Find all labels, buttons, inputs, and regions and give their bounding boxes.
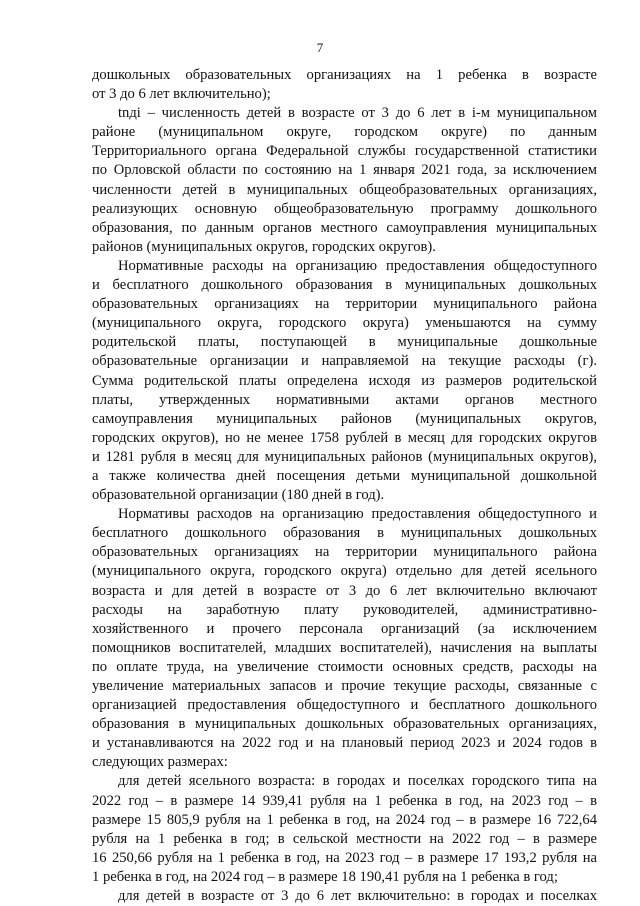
text-line: образовательных организациях на территории муниципального района [92, 544, 597, 561]
text-line: (муниципального округа, городского округа) уменьшаются на сумму [92, 315, 597, 332]
text-line: от 3 до 6 лет включительно); [92, 86, 271, 103]
text-line: и бесплатного дошкольного образования в муниципальных дошкольных [92, 277, 597, 294]
text-line: расходы на заработную плату руководителей, административно- [92, 601, 597, 618]
paragraph-expense-norms [92, 505, 597, 772]
text-line: для детей ясельного возраста: в городах и поселках городского типа на [118, 773, 597, 790]
text-line: образовательной организации (180 дней в год). [92, 487, 385, 504]
text-line: помощников воспитателей, младших воспитателей), начисления на выплаты [92, 639, 597, 656]
text-line: (муниципального округа, городского округа) отдельно для детей ясельного [92, 563, 597, 580]
text-line: Территориального органа Федеральной службы государственной статистики [92, 143, 597, 160]
paragraph-age-3-6-rates [92, 887, 597, 906]
text-line: дошкольных образовательных организациях на 1 ребенка в возрасте [92, 67, 597, 83]
text-line: районов (муниципальных округов, городских округов). [92, 238, 436, 255]
text-line: Сумма родительской платы определена исходя из размеров родительской [92, 372, 597, 389]
text-line: по оплате труда, на увеличение стоимости основных средств, расходы на [92, 658, 597, 675]
text-line: бесплатного дошкольного образования в муниципальных дошкольных [92, 525, 597, 542]
text-line: размере 15 805,9 рубля на 1 ребенка в год, на 2024 год – в размере 16 722,64 [92, 811, 597, 828]
text-line: и 1281 рубля в месяц для муниципальных районов (муниципальных округов), [92, 448, 597, 465]
text-line: 1 ребенка в год, на 2024 год – в размере 18 190,41 рубля на 1 ребенка в год; [92, 868, 558, 885]
text-line: реализующих основную общеобразовательную программу дошкольного [92, 200, 597, 217]
document-body [92, 66, 597, 906]
text-line: самоуправления муниципальных районов (муниципальных округов, [92, 410, 597, 427]
paragraph-nursery-age-rates [92, 772, 597, 887]
text-line: для детей в возрасте от 3 до 6 лет включительно: в городах и поселках [118, 888, 597, 905]
text-line: tnдi – численность детей в возрасте от 3 до 6 лет в i-м муниципальном [118, 105, 597, 122]
text-line: увеличение материальных запасов и прочие текущие расходы, связанные с [92, 678, 597, 694]
page-number: 7 [316, 40, 324, 55]
paragraph-parental-fee [92, 257, 597, 505]
text-line: образования, по данным органов местного самоуправления муниципальных [92, 219, 597, 236]
text-line: а также количества дней посещения детьми муниципальной дошкольной [92, 467, 597, 484]
text-line: и устанавливаются на 2022 год и на плановый период 2023 и 2024 годов в [92, 735, 597, 752]
text-line: рубля на 1 ребенка в год; в сельской местности на 2022 год – в размере [92, 830, 597, 847]
paragraph-preschool-continuation [92, 66, 597, 104]
text-line: возраста и для детей в возрасте от 3 до 6 лет включительно включают [92, 582, 597, 599]
text-line: Нормативы расходов на организацию предоставления общедоступного и [118, 506, 597, 523]
text-line: 2022 год – в размере 14 939,41 рубля на 1 ребенка в год, на 2023 год – в [92, 792, 597, 809]
text-line: образования в муниципальных дошкольных образовательных организациях, [92, 716, 597, 733]
text-line: районе (муниципальном округе, городском округе) по данным [92, 124, 597, 141]
paragraph-children-count-definition [92, 104, 597, 257]
text-line: образовательных организациях на территории муниципального района [92, 296, 597, 313]
text-line: платы, утвержденных нормативными актами органов местного [92, 391, 597, 408]
text-line: родительской платы, поступающей в муниципальные дошкольные [92, 334, 597, 351]
text-line: по Орловской области по состоянию на 1 января 2021 года, за исключением [92, 162, 597, 179]
text-line: организацией предоставления общедоступного и бесплатного дошкольного [92, 697, 597, 714]
text-line: городских округов), но не менее 1758 рублей в месяц для городских округов [92, 429, 597, 446]
text-line: численности детей в муниципальных общеобразовательных организациях, [92, 181, 597, 198]
text-line: Нормативные расходы на организацию предоставления общедоступного [118, 257, 597, 274]
text-line: 16 250,66 рубля на 1 ребенка в год, на 2023 год – в размере 17 193,2 рубля на [92, 849, 597, 866]
text-line: следующих размерах: [92, 754, 228, 771]
text-line: образовательные организации и направляемой на текущие расходы (г). [92, 353, 597, 370]
text-line: хозяйственного и прочего персонала организаций (за исключением [92, 620, 597, 637]
